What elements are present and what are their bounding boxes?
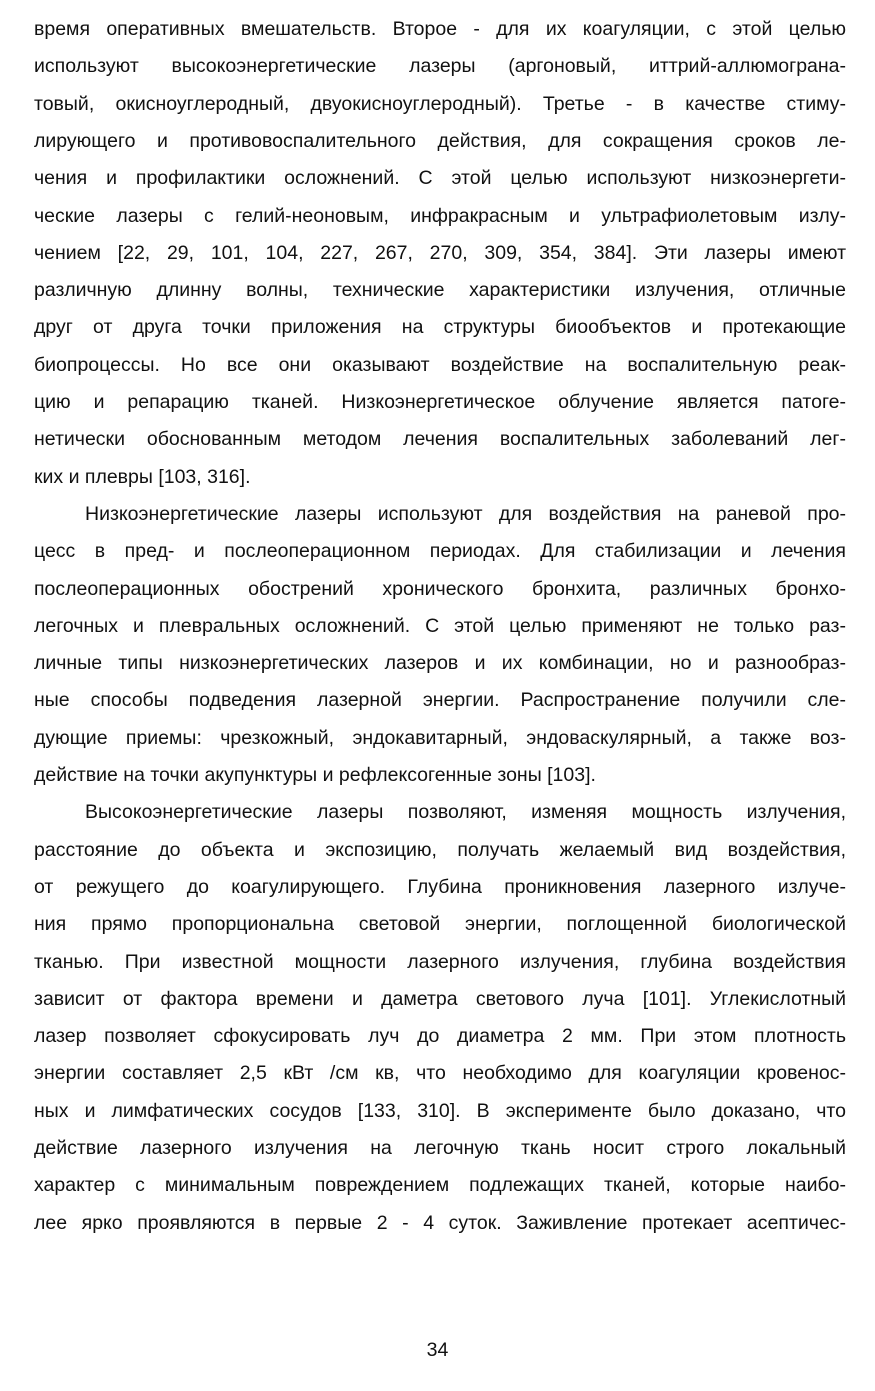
text-line: Высокоэнергетические лазеры позволяют, изменяя мощность излучения, bbox=[85, 801, 846, 824]
text-line: используют высокоэнергетические лазеры (аргоновый, иттрий-аллюмогрaна- bbox=[34, 55, 846, 78]
text-line: ния прямо пропорциональна световой энергии, поглощенной биологической bbox=[34, 913, 846, 936]
text-line: друг от друга точки приложения на структуры биообъектов и протекающие bbox=[34, 316, 846, 339]
text-line: личные типы низкоэнергетических лазеров и их комбинации, но и разнообраз- bbox=[34, 652, 846, 675]
text-line: характер с минимальным повреждением подлежащих тканей, которые наибо- bbox=[34, 1174, 846, 1197]
text-line: лее ярко проявляются в первые 2 - 4 суток. Заживление протекает асептичес- bbox=[34, 1211, 846, 1234]
text-line: различную длинну волны, технические характеристики излучения, отличные bbox=[34, 279, 846, 302]
text-line: цесс в пред- и послеоперационном периодах. Для стабилизации и лечения bbox=[34, 540, 846, 563]
text-line: энергии составляет 2,5 кВт /см кв, что необходимо для коагуляции кровенос- bbox=[34, 1062, 846, 1085]
text-line: тканью. При известной мощности лазерного излучения, глубина воздействия bbox=[34, 950, 846, 973]
text-line: товый, окисноуглеродный, двуокисноуглеродный). Третье - в качестве стиму- bbox=[34, 92, 846, 115]
text-line: лирующего и противовоспалительного действия, для сокращения сроков ле- bbox=[34, 129, 846, 152]
text-line: чения и профилактики осложнений. С этой целью используют низкоэнергети- bbox=[34, 167, 846, 190]
text-line: легочных и плевральных осложнений. С этой целью применяют не только раз- bbox=[34, 614, 846, 637]
text-line: лазер позволяет сфокусировать луч до диаметра 2 мм. При этом плотность bbox=[34, 1025, 846, 1048]
text-line: цию и репарацию тканей. Низкоэнергетическое облучение является патоге- bbox=[34, 391, 846, 413]
text-line: зависит от фактора времени и даметра светового луча [101]. Углекислотный bbox=[34, 987, 846, 1010]
text-line: ные способы подведения лазерной энергии. Распространение получили сле- bbox=[34, 689, 846, 712]
text-line: ческие лазеры с гелий-неоновым, инфракрасным и ультрафиолетовым излу- bbox=[34, 204, 846, 227]
text-line: расстояние до объекта и экспозицию, получать желаемый вид воздействия, bbox=[34, 838, 846, 861]
text-line: чением [22, 29, 101, 104, 227, 267, 270, 309, 354, 384]. Эти лазеры имеют bbox=[34, 241, 846, 264]
text-line: время оперативных вмешательств. Второе - для их коагуляции, с этой целью bbox=[34, 18, 846, 40]
text-line: нетически обоснованным методом лечения воспалительных заболеваний лег- bbox=[34, 428, 846, 451]
text-line: дующие приемы: чрезкожный, эндокавитарный, эндоваскулярный, а также воз- bbox=[34, 726, 846, 749]
text-line: Низкоэнергетические лазеры используют для воздействия на раневой про- bbox=[85, 502, 846, 525]
text-line: действие лазерного излучения на легочную ткань носит строго локальный bbox=[34, 1137, 846, 1159]
text-line: биопроцессы. Но все они оказывают воздействие на воспалительную реак- bbox=[34, 353, 846, 376]
text-line: ных и лимфатических сосудов [133, 310]. В эксперименте было доказано, что bbox=[34, 1099, 846, 1122]
text-line: ких и плевры [103, 316]. bbox=[34, 465, 251, 488]
text-line: послеоперационных обострений хронического бронхита, различных бронхо- bbox=[34, 577, 846, 600]
page-number: 34 bbox=[426, 1339, 449, 1361]
text-line: действие на точки акупунктуры и рефлексогенные зоны [103]. bbox=[34, 764, 596, 786]
text-line: от режущего до коагулирующего. Глубина проникновения лазерного излуче- bbox=[34, 875, 846, 898]
